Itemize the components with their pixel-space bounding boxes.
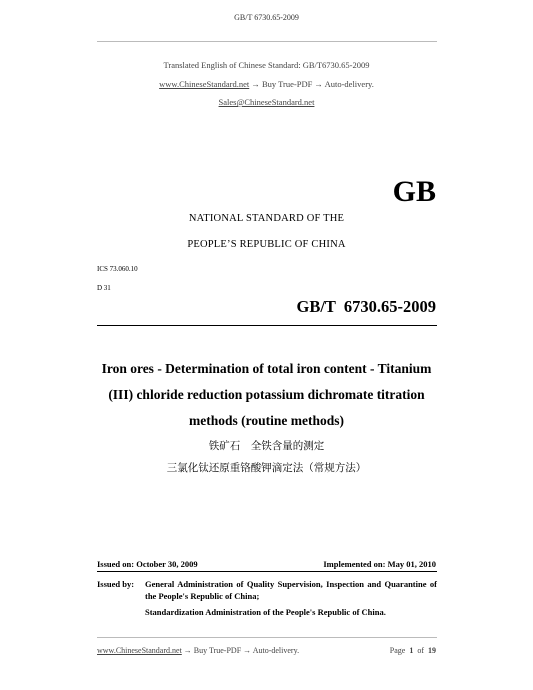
page-current: 1 bbox=[409, 646, 414, 655]
footer-buy-text: → Buy True-PDF → Auto-delivery. bbox=[183, 646, 300, 655]
translation-notice: Translated English of Chinese Standard: GB/T6730.65-2009 bbox=[163, 60, 370, 70]
issuer-line2: Standardization Administration of the People's Republic of China. bbox=[145, 607, 386, 617]
buy-text: → Buy True-PDF → Auto-delivery. bbox=[251, 79, 374, 89]
chinese-title1: 铁矿石 全铁含量的测定 bbox=[208, 440, 325, 452]
implemented-on-date: Implemented on: May 01, 2010 bbox=[323, 559, 436, 569]
title-line1: Iron ores - Determination of total iron content - Titanium bbox=[101, 361, 432, 376]
title-line2: (III) chloride reduction potassium dichromate titration bbox=[108, 387, 425, 402]
dates-divider bbox=[97, 571, 437, 572]
issuer-label: Issued by: bbox=[97, 579, 135, 589]
standard-number-rule bbox=[97, 325, 437, 326]
page-label: Page bbox=[389, 646, 406, 655]
page-of: of bbox=[417, 646, 424, 655]
email-line bbox=[0, 97, 533, 107]
national-standard-line2: PEOPLE’S REPUBLIC OF CHINA bbox=[187, 239, 346, 250]
purchase-line bbox=[0, 79, 533, 89]
standard-number: GB/T 6730.65-2009 bbox=[296, 297, 436, 316]
chinese-title2: 三氯化钛还原重铬酸钾滴定法（常规方法） bbox=[166, 462, 367, 474]
issued-on-date: Issued on: October 30, 2009 bbox=[97, 559, 198, 569]
site-link[interactable]: www.ChineseStandard.net bbox=[159, 79, 250, 89]
header-divider bbox=[97, 41, 437, 42]
footer-divider bbox=[97, 637, 437, 638]
title-line3: methods (routine methods) bbox=[189, 413, 344, 428]
email-link[interactable]: Sales@ChineseStandard.net bbox=[218, 97, 315, 107]
ics-code: ICS 73.060.10 bbox=[97, 265, 138, 273]
page-total: 19 bbox=[428, 646, 436, 655]
gb-mark: GB bbox=[392, 175, 436, 208]
footer-purchase-line bbox=[97, 646, 299, 655]
issuer-line1: General Administration of Quality Supervision, Inspection and Quarantine of the People's Republic of China; bbox=[145, 579, 437, 601]
footer-site-link[interactable]: www.ChineseStandard.net bbox=[97, 646, 182, 655]
ccs-code: D 31 bbox=[97, 284, 111, 292]
running-header: GB/T 6730.65-2009 bbox=[234, 13, 299, 22]
national-standard-line1: NATIONAL STANDARD OF THE bbox=[188, 213, 345, 224]
page-indicator bbox=[390, 646, 436, 655]
